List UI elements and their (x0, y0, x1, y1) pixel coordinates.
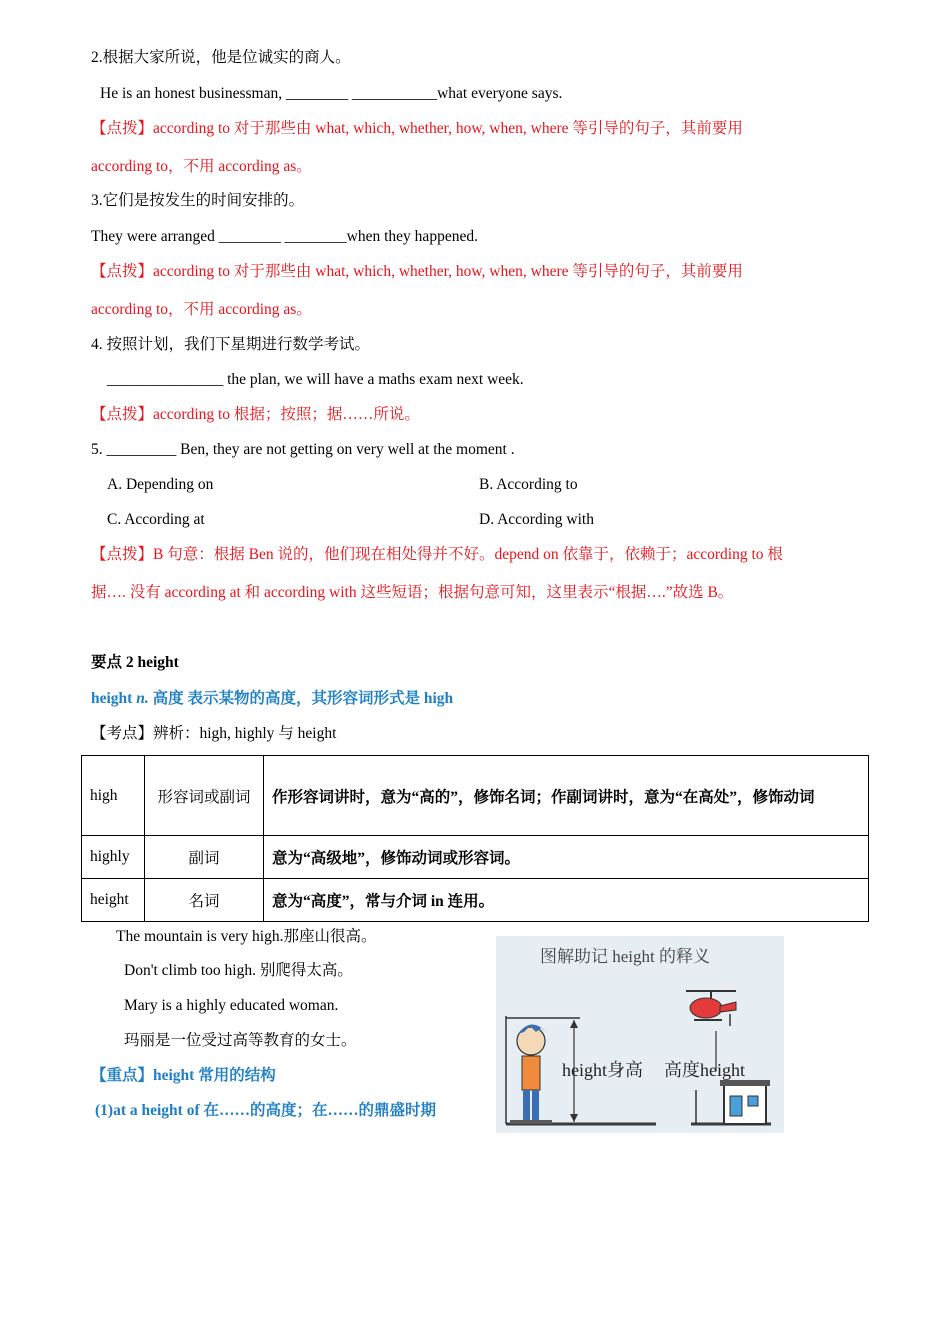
table-cell-word: highly (82, 836, 145, 879)
building-icon (720, 1080, 770, 1124)
boy-figure (510, 1024, 552, 1124)
q3-tip (91, 261, 743, 283)
q4-tip-text: according to 根据；按照；据……所说。 (153, 406, 420, 423)
example-3-translation: 玛丽是一位受过高等教育的女士。 (124, 1032, 357, 1049)
height-definition (91, 688, 453, 710)
label-person-height: height身高 (562, 1060, 643, 1080)
example-1: The mountain is very high.那座山很高。 (116, 928, 377, 945)
table-cell-meaning: 意为“高级地”，修饰动词或形容词。 (264, 836, 869, 879)
table-cell-meaning: 作形容词讲时，意为“高的”，修饰名词；作副词讲时，意为“在高处”，修饰动词 (264, 756, 869, 836)
q4-english: _______________ the plan, we will have a maths exam next week. (107, 371, 524, 388)
q2-tip-text: according to 对于那些由 what, which, whether, how, when, where 等引导的句子，其前要用 (153, 120, 743, 137)
structure-1: (1)at a height of 在……的高度；在……的鼎盛时期 (95, 1102, 436, 1119)
table-cell-pos: 形容词或副词 (145, 756, 264, 836)
q5-option-a: A. Depending on (107, 476, 214, 493)
q4-tip (91, 404, 420, 426)
q5-option-c: C. According at (107, 511, 205, 528)
q3-tip-text: according to 对于那些由 what, which, whether, how, when, where 等引导的句子，其前要用 (153, 263, 743, 280)
q3-english: They were arranged ________ ________when they happened. (91, 228, 478, 245)
q2-chinese: 2.根据大家所说，他是位诚实的商人。 (91, 49, 351, 66)
tip-label: 【点拨】 (91, 406, 154, 423)
table-row (82, 756, 869, 836)
section-heading: 要点 2 height (91, 654, 179, 671)
q5-tip (91, 544, 783, 566)
def-pos: n. (136, 690, 149, 707)
tip-label: 【点拨】 (91, 120, 154, 137)
def-text: 高度 表示某物的高度，其形容词形式是 high (148, 690, 454, 707)
comparison-table (81, 755, 869, 922)
table-row (82, 879, 869, 922)
q5-option-b: B. According to (479, 476, 578, 493)
key-heading: 【重点】height 常用的结构 (91, 1067, 276, 1084)
table-cell-pos: 副词 (145, 836, 264, 879)
q5-tip-text: B 句意：根据 Ben 说的，他们现在相处得并不好。depend on 依靠于，依赖于；according to 根 (153, 546, 783, 563)
figure-caption: 图解助记 height 的释义 (540, 947, 710, 966)
height-diagram (496, 936, 784, 1133)
table-cell-meaning: 意为“高度”，常与介词 in 连用。 (264, 879, 869, 922)
q5-option-d: D. According with (479, 511, 594, 528)
q5-tip-cont: 据…. 没有 according at 和 according with 这些短语；根据句意可知，这里表示“根据….”故选 B。 (91, 584, 734, 601)
tip-label: 【点拨】 (91, 263, 154, 280)
height-illustration (496, 936, 784, 1133)
table-cell-word: high (82, 756, 145, 836)
table-cell-word: height (82, 879, 145, 922)
q2-tip (91, 118, 743, 140)
q5-question: 5. _________ Ben, they are not getting on very well at the moment . (91, 441, 515, 458)
table-row (82, 836, 869, 879)
q2-english: He is an honest businessman, ________ ___________what everyone says. (100, 85, 563, 102)
q2-tip-cont: according to，不用 according as。 (91, 158, 312, 175)
q4-chinese: 4. 按照计划，我们下星期进行数学考试。 (91, 336, 371, 353)
q3-chinese: 3.它们是按发生的时间安排的。 (91, 192, 305, 209)
kaodian-line: 【考点】辨析：high, highly 与 height (91, 725, 337, 742)
helicopter-icon (686, 991, 736, 1026)
example-2: Don't climb too high. 别爬得太高。 (124, 962, 353, 979)
tip-label: 【点拨】 (91, 546, 154, 563)
q3-tip-cont: according to，不用 according as。 (91, 301, 312, 318)
label-building-height: 高度height (664, 1060, 745, 1080)
def-word: height (91, 690, 137, 707)
table-cell-pos: 名词 (145, 879, 264, 922)
example-3: Mary is a highly educated woman. (124, 997, 339, 1014)
